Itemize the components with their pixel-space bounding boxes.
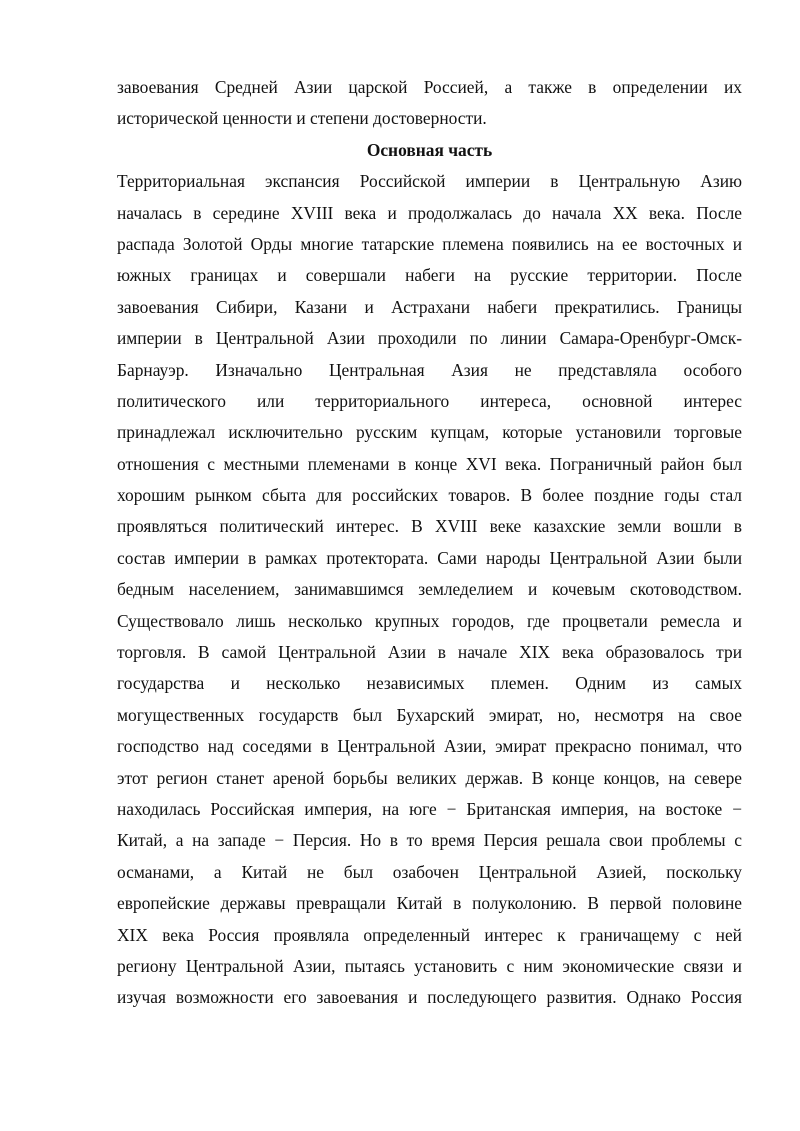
- body-line: проявляться политический интерес. В XVIII веке казахские земли вошли в: [117, 516, 742, 537]
- body-line: началась в середине XVIII века и продолжалась до начала XX века. После: [117, 202, 742, 223]
- body-line: торговля. В самой Центральной Азии в начале XIX века образовалось три: [117, 642, 742, 663]
- body-line: Барнауэр. Изначально Центральная Азия не представляла особого: [117, 359, 742, 380]
- intro-line-1: завоевания Средней Азии царской Россией, а также в определении их: [117, 77, 742, 97]
- section-heading: Основная часть: [366, 139, 493, 160]
- body-line: Территориальная экспансия Российской империи в Центральную Азию: [117, 171, 742, 192]
- body-line: империи в Центральной Азии проходили по линии Самара-Оренбург-Омск-: [117, 328, 742, 349]
- body-line: региону Центральной Азии, пытаясь установить с ним экономические связи и: [117, 955, 742, 976]
- document-page: [117, 72, 742, 1014]
- body-line: бедным населением, занимавшимся земледелием и кочевым скотоводством.: [117, 579, 742, 600]
- body-line: могущественных государств был Бухарский эмират, но, несмотря на свое: [117, 704, 742, 725]
- body-line: Китай, а на западе − Персия. Но в то время Персия решала свои проблемы с: [117, 830, 742, 851]
- body-line: османами, а Китай не был озабочен Центральной Азией, поскольку: [117, 861, 742, 882]
- body-line: южных границах и совершали набеги на русские территории. После: [117, 265, 742, 286]
- body-line: XIX века Россия проявляла определенный интерес к граничащему с ней: [117, 924, 742, 945]
- body-line: завоевания Сибири, Казани и Астрахани набеги прекратились. Границы: [117, 296, 742, 317]
- body-line: состав империи в рамках протектората. Сами народы Центральной Азии были: [117, 547, 742, 568]
- body-line: отношения с местными племенами в конце XVI века. Пограничный район был: [117, 453, 742, 474]
- intro-line-2: исторической ценности и степени достоверности.: [117, 108, 487, 129]
- body-paragraph: [117, 166, 742, 1014]
- body-line: изучая возможности его завоевания и последующего развития. Однако Россия: [117, 987, 742, 1008]
- body-line: принадлежал исключительно русским купцам, которые установили торговые: [117, 422, 742, 443]
- body-line: европейские державы превращали Китай в полуколонию. В первой половине: [117, 893, 742, 914]
- body-line: господство над соседями в Центральной Азии, эмират прекрасно понимал, что: [117, 736, 742, 757]
- body-line: Существовало лишь несколько крупных городов, где процветали ремесла и: [117, 610, 742, 631]
- body-line: государства и несколько независимых племен. Одним из самых: [117, 673, 742, 694]
- body-line: находилась Российская империя, на юге − Британская империя, на востоке −: [117, 798, 742, 819]
- body-line: политического или территориального интереса, основной интерес: [117, 390, 742, 411]
- body-line: этот регион станет ареной борьбы великих держав. В конце концов, на севере: [117, 767, 742, 788]
- body-line: хорошим рынком сбыта для российских товаров. В более поздние годы стал: [117, 485, 742, 506]
- body-line: распада Золотой Орды многие татарские племена появились на ее восточных и: [117, 233, 742, 254]
